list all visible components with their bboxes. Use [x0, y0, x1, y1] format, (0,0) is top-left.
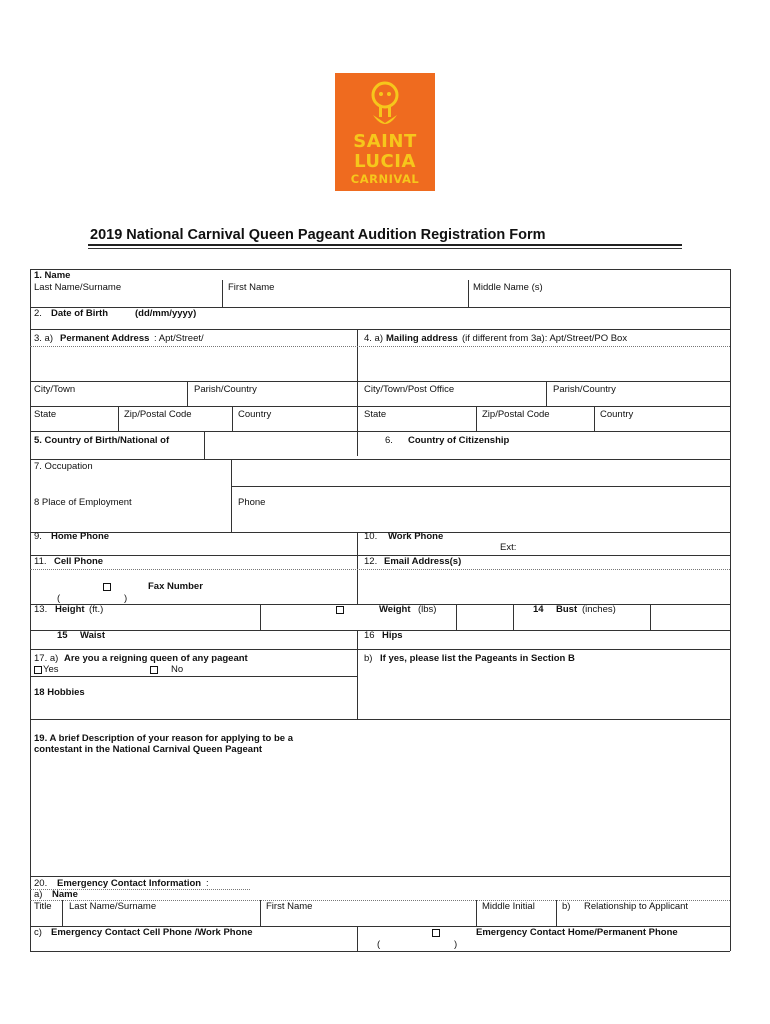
- reigning-label: Are you a reigning queen of any pageant: [64, 653, 248, 664]
- mail-zip-field[interactable]: [477, 420, 593, 431]
- work-phone-num: 10.: [364, 531, 378, 542]
- employment-phone-label: Phone: [238, 497, 266, 508]
- emergency-c: c): [34, 927, 42, 938]
- emergency-title-label: Title: [34, 901, 52, 912]
- perm-street-field[interactable]: [31, 347, 356, 380]
- form-right-border: [730, 269, 731, 951]
- waist-num: 15: [57, 630, 68, 641]
- section-1-heading: 1. Name: [34, 270, 71, 281]
- row-line: [30, 649, 730, 650]
- perm-address-num: 3. a): [34, 333, 54, 344]
- mail-address-num: 4. a): [364, 333, 384, 344]
- weight-unit: (lbs): [418, 604, 437, 615]
- bust-num: 14: [533, 604, 544, 615]
- home-phone-label: Home Phone: [51, 531, 110, 542]
- perm-city-label: City/Town: [34, 384, 76, 395]
- citizenship-field[interactable]: [520, 432, 729, 459]
- perm-country-field[interactable]: [233, 420, 356, 431]
- pageants-b: b): [364, 653, 373, 664]
- emergency-b: b): [562, 901, 571, 912]
- hips-field[interactable]: [410, 631, 729, 647]
- row-line: [30, 406, 730, 407]
- mail-address-sub: (if different from 3a): Apt/Street/PO Box: [462, 333, 628, 344]
- fax-paren-close: ): [124, 593, 128, 604]
- emergency-relationship-label: Relationship to Applicant: [584, 901, 689, 912]
- emergency-colon: :: [206, 878, 209, 889]
- waist-label: Waist: [80, 630, 105, 641]
- divider: [357, 926, 358, 951]
- last-name-field[interactable]: [31, 294, 221, 307]
- email-label: Email Address(s): [384, 556, 462, 567]
- emergency-middle-field[interactable]: [477, 913, 555, 925]
- last-name-label: Last Name/Surname: [34, 282, 122, 293]
- perm-parish-field[interactable]: [188, 395, 356, 406]
- height-unit: (ft.): [89, 604, 104, 615]
- form-top-border: [30, 269, 730, 270]
- divider: [513, 604, 514, 630]
- bust-unit: (inches): [582, 604, 616, 615]
- reigning-no-checkbox[interactable]: [150, 666, 158, 674]
- citizenship-label: Country of Citizenship: [408, 435, 510, 446]
- dob-field[interactable]: [220, 308, 729, 328]
- birth-country-field[interactable]: [205, 432, 356, 459]
- hips-num: 16: [364, 630, 375, 641]
- emergency-last-field[interactable]: [63, 913, 259, 925]
- emergency-middle-label: Middle Initial: [482, 901, 535, 912]
- perm-country-label: Country: [238, 409, 272, 420]
- mail-street-field[interactable]: [358, 347, 729, 380]
- dob-label: Date of Birth: [51, 308, 108, 319]
- fax-paren-open: (: [57, 593, 61, 604]
- mail-country-label: Country: [600, 409, 634, 420]
- perm-address-label: Permanent Address: [60, 333, 150, 344]
- work-ext-field[interactable]: [520, 543, 729, 555]
- emergency-first-label: First Name: [266, 901, 313, 912]
- emergency-num: 20.: [34, 878, 48, 889]
- mail-country-field[interactable]: [595, 420, 729, 431]
- reason-line-1: 19. A brief Description of your reason for applying to be a: [34, 733, 294, 744]
- hobbies-label: 18 Hobbies: [34, 687, 85, 698]
- bust-field[interactable]: [651, 605, 729, 629]
- mail-city-field[interactable]: [358, 395, 545, 406]
- reigning-no-label: No: [171, 664, 184, 675]
- bust-label: Bust: [556, 604, 578, 615]
- form-title: 2019 National Carnival Queen Pageant Audition Registration Form: [90, 227, 546, 243]
- fax-label: Fax Number: [148, 581, 203, 592]
- middle-name-field[interactable]: [469, 294, 729, 307]
- mail-address-label: Mailing address: [386, 333, 458, 344]
- emergency-a: a): [34, 889, 43, 900]
- emergency-paren-open: (: [377, 939, 381, 950]
- logo-line-1: SAINT: [353, 131, 417, 152]
- title-rule: [88, 244, 682, 246]
- row-line: [30, 876, 730, 877]
- work-phone-ext: Ext:: [500, 542, 517, 553]
- emergency-paren-close: ): [454, 939, 458, 950]
- row-line: [231, 486, 730, 487]
- occupation-field[interactable]: [232, 460, 729, 486]
- hobbies-field[interactable]: [31, 700, 356, 718]
- title-rule-thin: [88, 248, 682, 249]
- height-num: 13.: [34, 604, 48, 615]
- form-bottom-border: [30, 951, 730, 952]
- mail-state-label: State: [364, 409, 387, 420]
- pageants-field[interactable]: [358, 667, 729, 718]
- emergency-home-label: Emergency Contact Home/Permanent Phone: [476, 927, 678, 938]
- employment-phone-field[interactable]: [272, 488, 729, 531]
- emergency-title-field[interactable]: [31, 913, 61, 925]
- reason-line-2: contestant in the National Carnival Queen Pageant: [34, 744, 263, 755]
- fax-checkbox[interactable]: [103, 583, 111, 591]
- logo-line-3: CARNIVAL: [350, 172, 420, 186]
- reigning-yes-checkbox[interactable]: [34, 666, 42, 674]
- perm-state-label: State: [34, 409, 57, 420]
- row-line: [30, 329, 730, 330]
- weight-checkbox[interactable]: [336, 606, 344, 614]
- reason-field[interactable]: [31, 757, 729, 875]
- birth-country-label: 5. Country of Birth/National of: [34, 435, 170, 446]
- mail-parish-field[interactable]: [547, 395, 729, 406]
- weight-label: Weight: [379, 604, 411, 615]
- hips-label: Hips: [382, 630, 403, 641]
- cell-phone-label: Cell Phone: [54, 556, 104, 567]
- emergency-cell-field[interactable]: [31, 939, 356, 950]
- email-field[interactable]: [358, 570, 729, 604]
- emergency-name-label: Name: [52, 889, 78, 900]
- emergency-label: Emergency Contact Information: [57, 878, 202, 889]
- perm-state-field[interactable]: [31, 420, 117, 431]
- home-phone-num: 9.: [34, 531, 42, 542]
- row-line: [30, 719, 730, 720]
- reigning-num: 17. a): [34, 653, 59, 664]
- row-line: [30, 532, 730, 533]
- weight-field[interactable]: [457, 605, 512, 629]
- mail-city-label: City/Town/Post Office: [364, 384, 455, 395]
- emergency-cell-label: Emergency Contact Cell Phone /Work Phone: [51, 927, 253, 938]
- row-line: [30, 555, 730, 556]
- perm-parish-label: Parish/Country: [194, 384, 257, 395]
- mail-state-field[interactable]: [358, 420, 475, 431]
- dob-num: 2.: [34, 308, 42, 319]
- occupation-label: 7. Occupation: [34, 461, 93, 472]
- perm-zip-field[interactable]: [119, 420, 231, 431]
- mail-zip-label: Zip/Postal Code: [482, 409, 550, 420]
- employment-label: 8 Place of Employment: [34, 497, 132, 508]
- first-name-field[interactable]: [223, 294, 467, 307]
- reigning-yes-label: Yes: [43, 664, 59, 675]
- citizenship-num: 6.: [385, 435, 393, 446]
- logo-line-2: LUCIA: [354, 151, 416, 172]
- perm-city-field[interactable]: [31, 395, 186, 406]
- waist-field[interactable]: [115, 631, 355, 647]
- work-phone-label: Work Phone: [388, 531, 444, 542]
- row-line: [30, 676, 357, 677]
- emergency-last-label: Last Name/Surname: [69, 901, 157, 912]
- work-phone-field[interactable]: [358, 543, 498, 555]
- pageants-label: If yes, please list the Pageants in Section B: [380, 653, 575, 664]
- emergency-home-checkbox[interactable]: [432, 929, 440, 937]
- dob-format: (dd/mm/yyyy): [135, 308, 197, 319]
- mascot-icon: [365, 79, 405, 131]
- home-phone-field[interactable]: [31, 543, 356, 555]
- cell-phone-num: 11.: [34, 556, 47, 567]
- emergency-relationship-field[interactable]: [557, 913, 729, 925]
- email-num: 12.: [364, 556, 378, 567]
- perm-zip-label: Zip/Postal Code: [124, 409, 192, 420]
- mail-parish-label: Parish/Country: [553, 384, 616, 395]
- height-label: Height: [55, 604, 85, 615]
- emergency-home-field[interactable]: [385, 939, 451, 950]
- perm-address-sub: : Apt/Street/: [154, 333, 204, 344]
- carnival-logo: [335, 73, 435, 191]
- middle-name-label: Middle Name (s): [473, 282, 543, 293]
- row-line: [30, 381, 730, 382]
- first-name-label: First Name: [228, 282, 275, 293]
- emergency-first-field[interactable]: [261, 913, 475, 925]
